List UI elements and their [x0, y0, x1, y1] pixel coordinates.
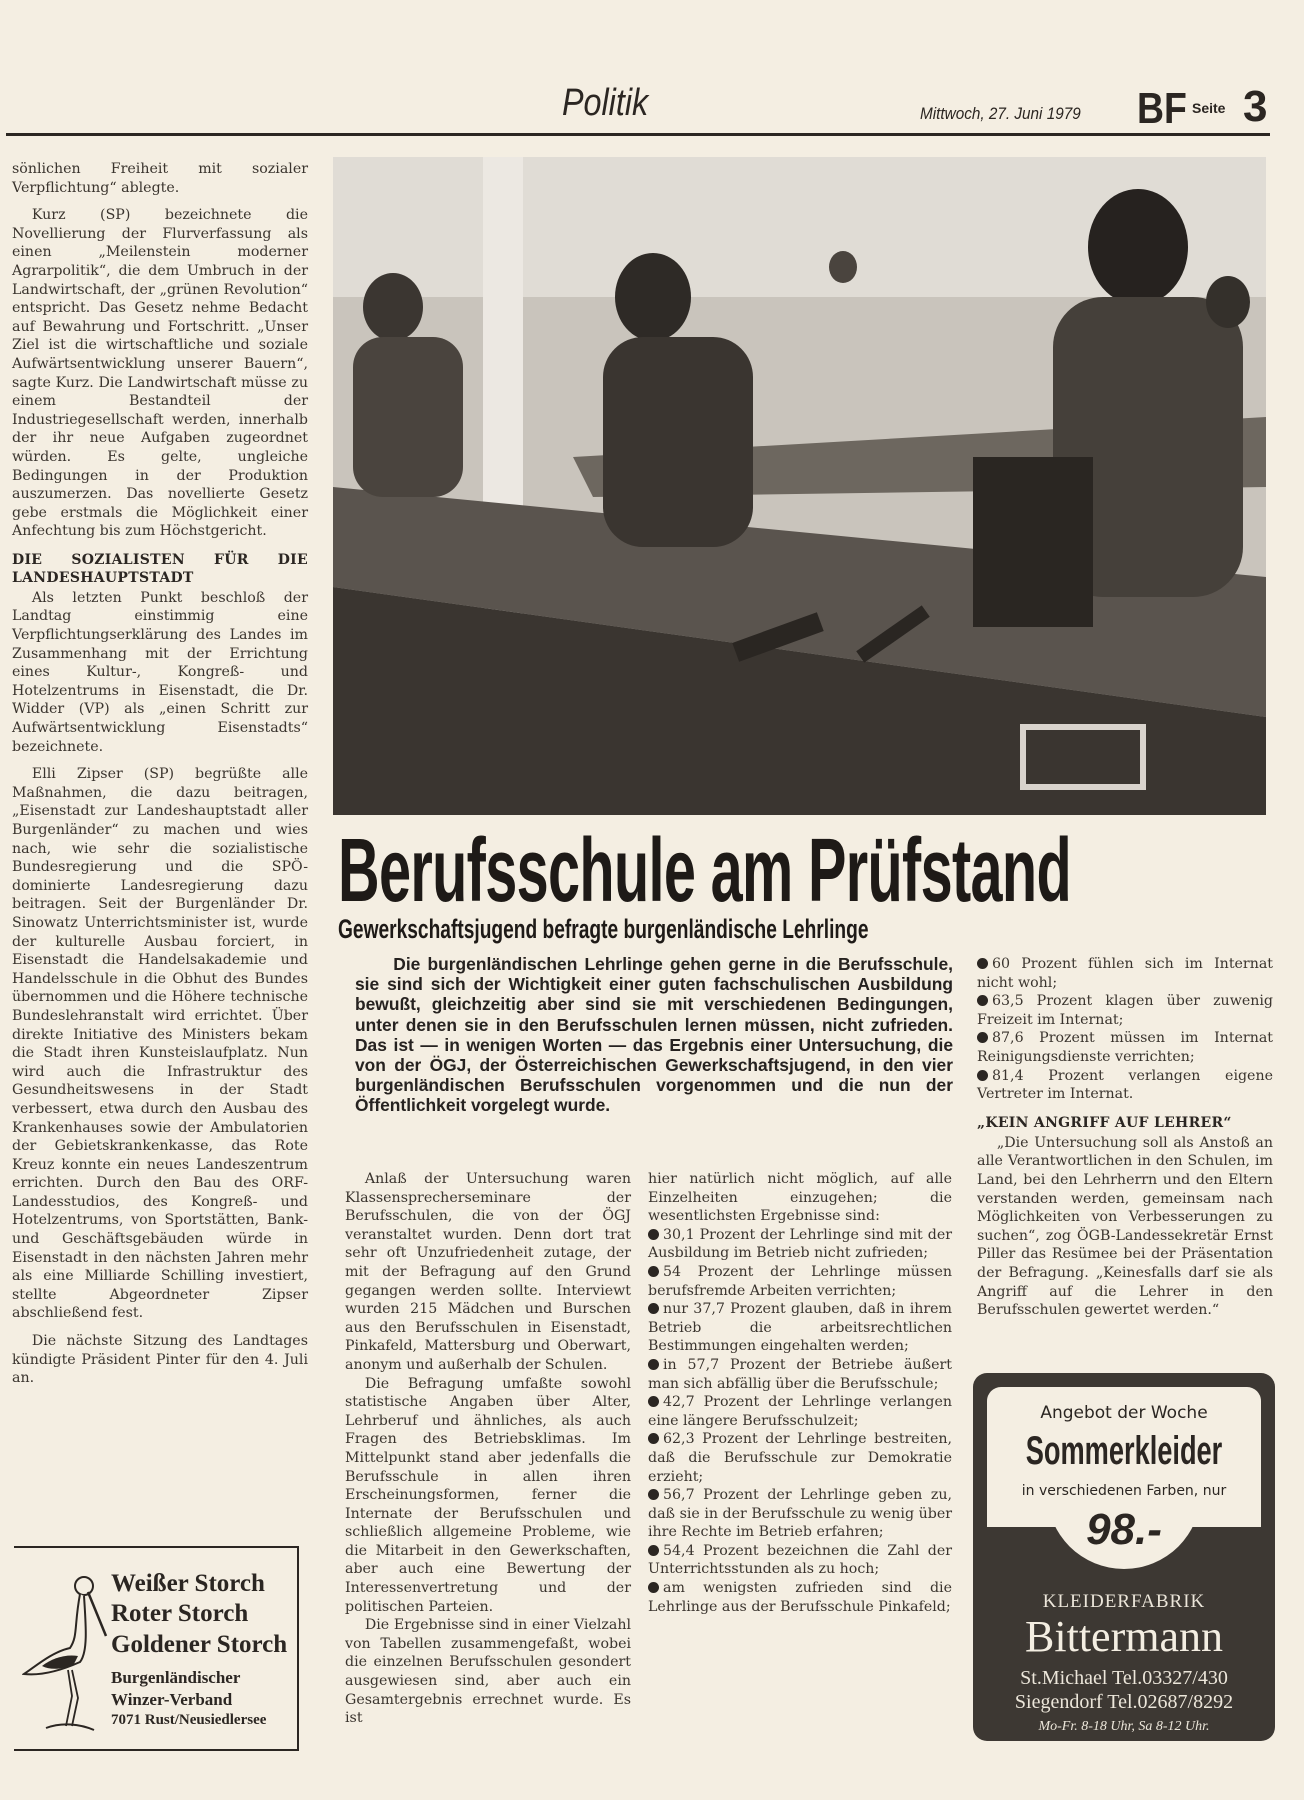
paragraph: „Die Untersuchung soll als Anstoß an alle Verantwortlichen in den Schulen, im Land, bei den Lehrherrn und den Eltern verstanden werden, gemeinsam nach Möglichkeiten von Verbesserungen zu suchen“, zog ÖGB-Landessekretär Ernst Piller das Resümee bei der Präsentation der Befragung. „Keinesfalls darf sie als Angriff auf die Lehrer in den Berufsschulen gewertet werden.“	[977, 1134, 1273, 1319]
bullet-icon	[648, 1396, 659, 1407]
bullet-icon	[648, 1433, 659, 1444]
page-label: Seite	[1192, 100, 1226, 116]
paragraph: hier natürlich nicht möglich, auf alle Einzelheiten einzugehen; die wesentlichsten Ergebnisse sind:	[648, 1171, 952, 1225]
ad-address: 7071 Rust/Neusiedlersee	[111, 1712, 267, 1728]
result-item: 60 Prozent fühlen sich im Internat nicht wohl;	[977, 956, 1273, 991]
article-subheadline: Gewerkschaftsjugend befragte burgenländische Lehrlinge	[338, 914, 869, 944]
article-lead	[355, 954, 953, 1116]
result-item: 30,1 Prozent der Lehrlinge sind mit der Ausbildung im Betrieb nicht zufrieden;	[648, 1226, 952, 1262]
ad-line: Weißer Storch	[111, 1570, 265, 1597]
bullet-icon	[648, 1266, 659, 1277]
result-item: 42,7 Prozent der Lehrlinge verlangen eine längere Berufsschulzeit;	[648, 1394, 952, 1429]
left-column-article	[12, 160, 308, 1388]
bullet-icon	[977, 1070, 988, 1081]
ad-company-type: KLEIDERFABRIK	[1042, 1591, 1206, 1612]
article-column-1	[345, 1170, 631, 1728]
ad-org: Burgenländischer	[111, 1668, 241, 1687]
result-item: 56,7 Prozent der Lehrlinge geben zu, daß sie in der Berufsschule zu wenig über ihre Rechte im Betrieb erfahren;	[648, 1487, 952, 1541]
ad-hours: Mo-Fr. 8-18 Uhr, Sa 8-12 Uhr.	[1038, 1719, 1210, 1734]
photo-image	[333, 157, 1266, 815]
page-number: 3	[1243, 82, 1268, 131]
result-item: 87,6 Prozent müssen im Internat Reinigungsdienste verrichten;	[977, 1030, 1273, 1065]
bullet-icon	[977, 958, 988, 969]
issue-date: Mittwoch, 27. Juni 1979	[920, 104, 1081, 123]
result-item: 62,3 Prozent der Lehrlinge bestreiten, daß die Berufsschule zur Demokratie erzieht;	[648, 1431, 952, 1485]
workshop-photo	[333, 157, 1266, 815]
ad-org: Winzer-Verband	[111, 1690, 233, 1709]
paragraph: Die Befragung umfaßte sowohl statistische Angaben über Alter, Lehrberuf und ähnliches, als auch Fragen des Betriebsklimas. Im Mittelpunkt stand aber jedenfalls die Berufsschule in allen ihren Erscheinungsformen, ferner die Internate der Berufsschulen und schließlich allgemeine Probleme, wie die Mitarbeit in den Gewerkschaften, aber auch eine Bewertung der Interessenvertretung und der politischen Parteien.	[345, 1375, 631, 1615]
result-item: 63,5 Prozent klagen über zuwenig Freizeit im Internat;	[977, 993, 1273, 1028]
bittermann-clothing-ad	[973, 1373, 1275, 1741]
ad-company: Bittermann	[1025, 1612, 1223, 1661]
bullet-icon	[977, 1032, 988, 1043]
ad-line: Goldener Storch	[111, 1631, 288, 1658]
paragraph: Die nächste Sitzung des Landtages kündigte Präsident Pinter für den 4. Juli an.	[12, 1333, 308, 1387]
result-item: 54,4 Prozent bezeichnen die Zahl der Unterrichtsstunden als zu hoch;	[648, 1542, 952, 1578]
bullet-icon	[977, 995, 988, 1006]
stork-icon	[22, 1566, 112, 1736]
article-headline: Berufsschule am Prüfstand	[338, 821, 1071, 921]
article-column-2	[648, 1170, 952, 1616]
result-item: am wenigsten zufrieden sind die Lehrlinge aus der Berufsschule Pinkafeld;	[648, 1580, 952, 1615]
subheading: DIE SOZIALISTEN FÜR DIE LANDESHAUPTSTADT	[12, 551, 308, 586]
storch-wine-ad	[14, 1546, 299, 1751]
ad-kicker: Angebot der Woche	[1040, 1403, 1208, 1423]
ad-product: Sommerkleider	[1025, 1429, 1223, 1473]
bullet-icon	[648, 1229, 659, 1240]
paragraph: sönlichen Freiheit mit sozialer Verpflichtung“ ablegte.	[12, 161, 308, 196]
lead-paragraph: Die burgenländischen Lehrlinge gehen gerne in die Berufsschule, sie sind sich der Wichtigkeit einer guten fachschulischen Ausbildung bewußt, gleichzeitig aber sind sie mit verschiedenen Bedingungen, unter denen sie in den Berufsschulen lernen müssen, nicht zufrieden. Das ist — in wenigen Worten — das Ergebnis einer Untersuchung, die von der ÖGJ, der Österreichischen Gewerkschaftsjugend, in den vier burgenländischen Berufsschulen vorgenommen und die nun der Öffentlichkeit vorgelegt wurde.	[355, 954, 953, 1116]
paragraph: Anlaß der Untersuchung waren Klassensprecherseminare der Berufsschulen, die von der ÖGJ veranstaltet wurden. Denn dort trat sehr oft Unzufriedenheit zutage, der mit der Befragung auf den Grund gegangen werden sollte. Interviewt wurden 215 Mädchen und Burschen aus den Berufsschulen in Eisenstadt, Pinkafeld, Mattersburg und Oberwart, anonym und außerhalb der Schulen.	[345, 1171, 631, 1373]
subheading: „KEIN ANGRIFF AUF LEHRER“	[977, 1114, 1232, 1131]
bullet-icon	[648, 1489, 659, 1500]
ad-price: 98.-	[1086, 1505, 1162, 1554]
result-item: nur 37,7 Prozent glauben, daß in ihrem Betrieb die arbeitsrechtlichen Bestimmungen eingehalten werden;	[648, 1301, 952, 1355]
bullet-icon	[648, 1582, 659, 1593]
paragraph: Kurz (SP) bezeichnete die Novellierung der Flurverfassung als einen „Meilenstein moderner Agrarpolitik“, die dem Umbruch in der Landwirtschaft, der „grünen Revolution“ entspricht. Das Gesetz nehme Bedacht auf Bewahrung und Fortschritt. „Unser Ziel ist die wirtschaftliche und soziale Aufwärtsentwicklung unserer Bauern“, sagte Kurz. Die Landwirtschaft müsse zu einem Bestandteil der Industriegesellschaft werden, innerhalb der ihr neue Aufgaben zugeordnet würden. Es gelte, ungleiche Bedingungen in der Produktion auszumerzen. Das novellierte Gesetz gebe erstmals die Möglichkeit einer Anfechtung bis zum Höchstgericht.	[12, 207, 308, 540]
result-item: 81,4 Prozent verlangen eigene Vertreter im Internat.	[977, 1067, 1273, 1103]
bullet-icon	[648, 1359, 659, 1370]
ad-detail: in verschiedenen Farben, nur	[1021, 1483, 1227, 1499]
paragraph: Als letzten Punkt beschloß der Landtag einstimmig eine Verpflichtungserklärung des Landes im Zusammenhang mit der Errichtung eines Kultur-, Kongreß- und Hotelzentrums in Eisenstadt, die Dr. Widder (VP) als „einen Schritt zur Aufwärtsentwicklung Eisenstadts“ bezeichnete.	[12, 589, 308, 755]
result-item: 54 Prozent der Lehrlinge müssen berufsfremde Arbeiten verrichten;	[648, 1263, 952, 1299]
paragraph: Die Ergebnisse sind in einer Vielzahl von Tabellen zusammengefaßt, wobei die einzelnen Berufsschulen gesondert ausgewiesen sind, aber auch ein Gesamtergebnis errechnet wurde. Es ist	[345, 1617, 631, 1727]
newspaper-logo: BF	[1137, 84, 1187, 133]
article-column-3	[977, 955, 1273, 1320]
header-rule	[6, 133, 1270, 136]
ad-branch: St.Michael Tel.03327/430	[1020, 1667, 1228, 1689]
ad-line: Roter Storch	[111, 1600, 249, 1627]
section-title: Politik	[562, 82, 649, 124]
result-item: in 57,7 Prozent der Betriebe äußert man sich abfällig über die Berufsschule;	[648, 1356, 952, 1392]
bullet-icon	[648, 1303, 659, 1314]
bullet-icon	[648, 1545, 659, 1556]
paragraph: Elli Zipser (SP) begrüßte alle Maßnahmen, die dazu beitragen, „Eisenstadt zur Landeshauptstadt aller Burgenländer“ zu machen und wies nach, wie sehr die sozialistische Bundesregierung und die SPÖ-dominierte Landesregierung dazu beitragen. Seit der Burgenländer Dr. Sinowatz Unterrichtsminister ist, wurde der kulturelle Ausbau forciert, in Eisenstadt die Handelsakademie und Handelsschule in die Obhut des Bundes übernommen und die Höhere technische Bundeslehranstalt wird errichtet. Über direkte Initiative des Ministers bekam die Stadt ihren Kunsteislaufplatz. Nun wird auch die Infrastruktur des Gesundheitswesens in der Stadt verbessert, etwa durch den Ausbau des Krankenhauses sowie der Ambulatorien der Gebietskrankenkasse, das Rote Kreuz konnte ein neues Landeszentrum errichten. Durch den Bau des ORF-Landesstudios, des Kongreß- und Hotelzentrums, von Sportstätten, Bank- und Geschäftsgebäuden würde in Eisenstadt in den nächsten Jahren mehr als eine Milliarde Schilling investiert, stellte Abgeordneter Zipser abschließend fest.	[12, 766, 308, 1322]
ad-branch: Siegendorf Tel.02687/8292	[1014, 1691, 1234, 1713]
